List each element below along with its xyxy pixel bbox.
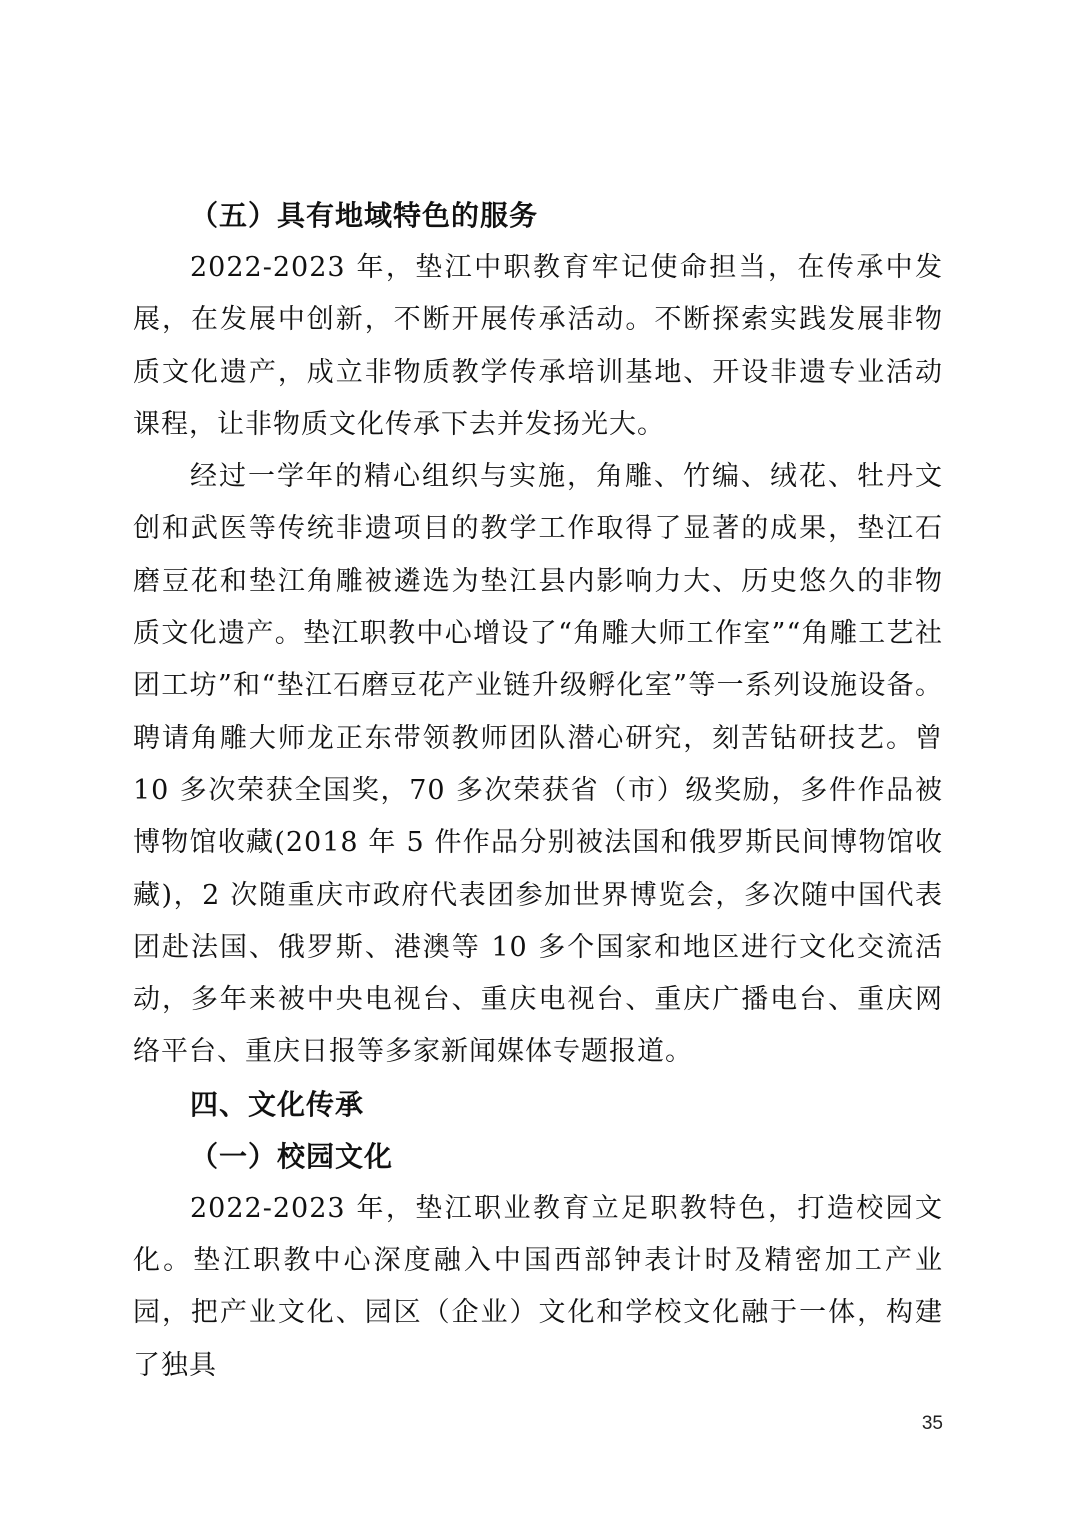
chapter-heading-cultural-heritage: 四、文化传承 [190,1087,365,1121]
paragraph-heritage-mission: 2022-2023 年，垫江中职教育牢记使命担当，在传承中发展，在发展中创新，不断开展传承活动。不断探索实践发展非物质文化遗产，成立非物质教学传承培训基地、开设非遗专业活动课程，让非物质文化传承下去并发扬光大。 [133,252,943,440]
paragraph-campus-culture: 2022-2023 年，垫江职业教育立足职教特色，打造校园文化。垫江职教中心深度融入中国西部钟表计时及精密加工产业园，把产业文化、园区（企业）文化和学校文化融于一体，构建了独具 [133,1192,943,1381]
document-body [133,190,943,1392]
page-number: 35 [921,1413,943,1434]
section-heading-campus-culture: （一）校园文化 [190,1139,394,1173]
paragraph-heritage-achievements: 经过一学年的精心组织与实施，角雕、竹编、绒花、牡丹文创和武医等传统非遗项目的教学工作取得了显著的成果，垫江石磨豆花和垫江角雕被遴选为垫江县内影响力大、历史悠久的非物质文化遗产。垫江职教中心增设了“角雕大师工作室”“角雕工艺社团工坊”和“垫江石磨豆花产业链升级孵化室”等一系列设施设备。聘请角雕大师龙正东带领教师团队潜心研究，刻苦钻研技艺。曾 10 多次荣获全国奖，70 多次荣获省（市）级奖励，多件作品被博物馆收藏(2018 年 5 件作品分别被法国和俄罗斯民间博物馆收藏)，2 次随重庆市政府代表团参加世界博览会，多次随中国代表团赴法国、俄罗斯、港澳等 10 多个国家和地区进行文化交流活动，多年来被中央电视台、重庆电视台、重庆广播电台、重庆网络平台、重庆日报等多家新闻媒体专题报道。 [133,461,943,1068]
section-heading-regional-services: （五）具有地域特色的服务 [190,199,539,232]
